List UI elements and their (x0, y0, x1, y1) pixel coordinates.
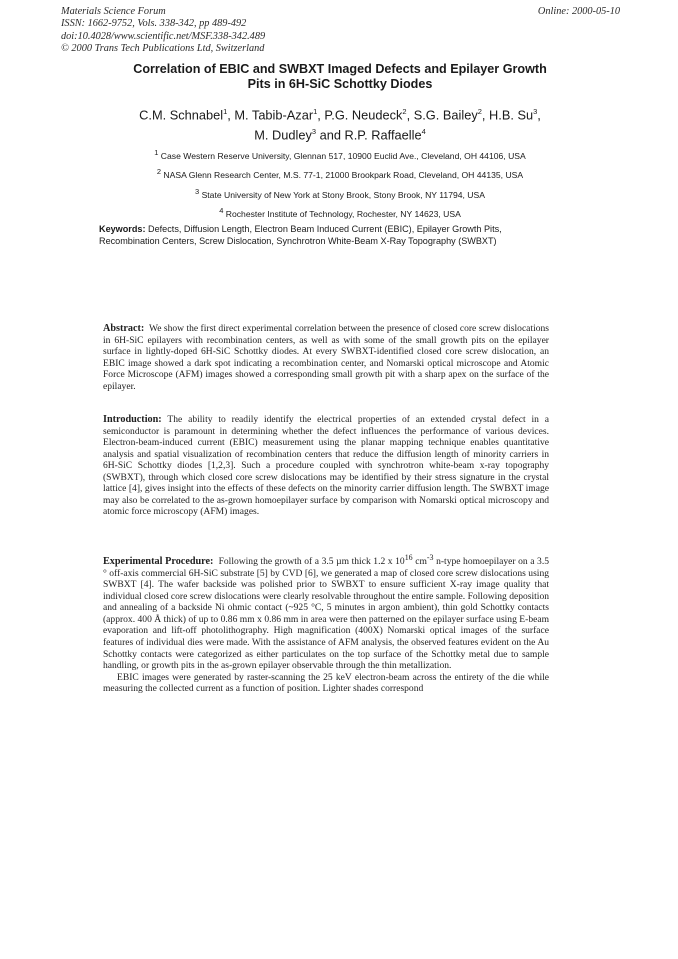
experimental-section (103, 552, 549, 695)
abstract-text: We show the first direct experimental correlation between the presence of closed core screw dislocations in 6H-SiC epilayers with recombination centers, as well as with some of the small growth pits on the epilayer surface in lightly-doped 6H-SiC Schottky diodes. At every SWBXT-identified closed core screw dislocation, an EBIC image showed a dark spot indicating a recombination center, and Nomarski optical microscope and Atomic Force Microscope (AFM) images showed a corresponding small growth pit with a sharp apex on the surface of the epilayer. (103, 323, 549, 392)
doi-line: doi:10.4028/www.scientific.net/MSF.338-342.489 (61, 30, 266, 42)
experimental-label: Experimental Procedure: (103, 556, 214, 568)
online-date: Online: 2000-05-10 (537, 6, 620, 17)
author-name: P.G. Neudeck (324, 107, 403, 123)
keywords-block (99, 224, 551, 247)
author-affil-num: 4 (421, 127, 426, 137)
introduction-text: The ability to readily identify the electrical properties of an extended crystal defect in a semiconductor is paramount in determining whether the defect influences the performance of various devices. Electron-beam-induced current (EBIC) measurement using the planar mapping technique enables quantitative analysis and spatial visualization of recombination centers that reduce the diffusion length of minority carriers in 6H-SiC Schottky diodes [1,2,3]. Such a procedure coupled with synchrotron white-beam x-ray topography (SWBXT), through which closed core screw dislocations may be identified by their stress signature in the crystal lattice [4], gives insight into the effects of these defects on the minority carrier diffusion length. The SWBXT image may also be correlated to the as-grown homoepilayer surface by comparison with Nomarski optical microscopy and atomic force microscopy (AFM) images. (103, 414, 549, 518)
author-affil-num: 3 (533, 107, 538, 116)
author-name: R.P. Raffaelle (344, 127, 422, 143)
paper-title (90, 62, 590, 92)
author-name: S.G. Bailey (413, 107, 478, 123)
author-name: M. Tabib-Azar (234, 107, 314, 123)
abstract-label: Abstract: (103, 323, 145, 334)
affiliation-item (90, 203, 590, 222)
affiliation-item (90, 184, 590, 203)
author-affil-num: 2 (402, 107, 407, 116)
journal-header (61, 6, 321, 56)
affiliation-text: Rochester Institute of Technology, Rochester, NY 14623, USA (225, 208, 461, 219)
author-affil-num: 3 (311, 127, 317, 137)
exponent: 16 (404, 553, 413, 562)
affiliation-text: State University of New York at Stony Brook, Stony Brook, NY 11794, USA (201, 189, 485, 200)
author-affil-num: 1 (223, 107, 228, 116)
author-line-1: C.M. Schnabel$^1$, M. Tabib-Azar$^1$, P.G. Neudeck$^2$, S.G. Bailey$^2$, H.B. Su$^3$, (139, 107, 541, 123)
affiliation-item (90, 164, 590, 183)
author-name: H.B. Su (489, 107, 534, 123)
affiliation-num: 2 (156, 167, 162, 177)
author-name: M. Dudley (254, 127, 312, 143)
journal-name: Materials Science Forum (61, 6, 166, 17)
author-affil-num: 1 (313, 107, 318, 116)
affiliation-num: 4 (219, 206, 224, 216)
keywords-label: Keywords: (99, 224, 146, 234)
affiliation-item (90, 145, 590, 164)
affiliation-list (90, 145, 590, 222)
experimental-text-b: cm (412, 556, 427, 568)
author-line-2: M. Dudley$^3$ and R.P. Raffaelle$^4$ (254, 127, 426, 143)
author-list (90, 103, 590, 144)
ebic-paragraph: EBIC images were generated by raster-scanning the 25 keV electron-beam across the entirety of the die while measuring the collected current as a function of position. Lighter shades correspond (103, 671, 549, 695)
title-line-1: Correlation of EBIC and SWBXT Imaged Defects and Epilayer Growth (133, 62, 547, 76)
author-affil-num: 2 (477, 107, 482, 116)
experimental-text-c: n-type homoepilayer on a 3.5 ° off-axis commercial 6H-SiC substrate [5] by CVD [6], we generated a map of closed core screw dislocations using SWBXT [4]. The wafer backside was polished prior to SWBXT to ensure sufficient X-ray image quality that individual closed core screw dislocations were clearly resolvable throughout the entire sample. Following deposition and annealing of a backside Ni ohmic contact (~925 °C, 5 minutes in argon ambient), thin gold Schottky contacts (approx. 400 Å thick) of up to 0.86 mm x 0.86 mm in area were then patterned on the epilayer surface using E-beam evaporation and lift-off photolithography. High magnification (400X) Nomarski optical images of the surface features of individual dies were made. With the assistance of AFM analysis, the observed features evident on the Au Schottky contacts were categorized as either particulates on the top surface of the Schottky metal due to sample handling, or growth pits in the as-grown epilayer observable through the thin metallization. (103, 556, 549, 672)
abstract-section (103, 323, 549, 392)
affiliation-num: 1 (154, 148, 159, 157)
introduction-label: Introduction: (103, 414, 162, 425)
issn-line: ISSN: 1662-9752, Vols. 338-342, pp 489-492 (61, 18, 247, 30)
exponent: -3 (426, 553, 434, 562)
affiliation-text: Case Western Reserve University, Glennan 517, 10900 Euclid Ave., Cleveland, OH 44106, USA (160, 150, 526, 161)
introduction-section (103, 414, 549, 518)
affiliation-num: 3 (195, 186, 200, 196)
affiliation-text: NASA Glenn Research Center, M.S. 77-1, 21000 Brookpark Road, Cleveland, OH 44135, USA (163, 170, 524, 181)
keywords-text: Defects, Diffusion Length, Electron Beam Induced Current (EBIC), Epilayer Growth Pits, Recombination Centers, Screw Dislocation, Synchrotron White-Beam X-Ray Topography (SWBXT) (99, 224, 502, 246)
experimental-text-a: Following the growth of a 3.5 µm thick 1.2 x 10 (218, 556, 405, 568)
copyright-line: © 2000 Trans Tech Publications Ltd, Switzerland (61, 43, 265, 55)
author-name: C.M. Schnabel (139, 107, 224, 123)
title-line-2: Pits in 6H-SiC Schottky Diodes (247, 77, 433, 91)
